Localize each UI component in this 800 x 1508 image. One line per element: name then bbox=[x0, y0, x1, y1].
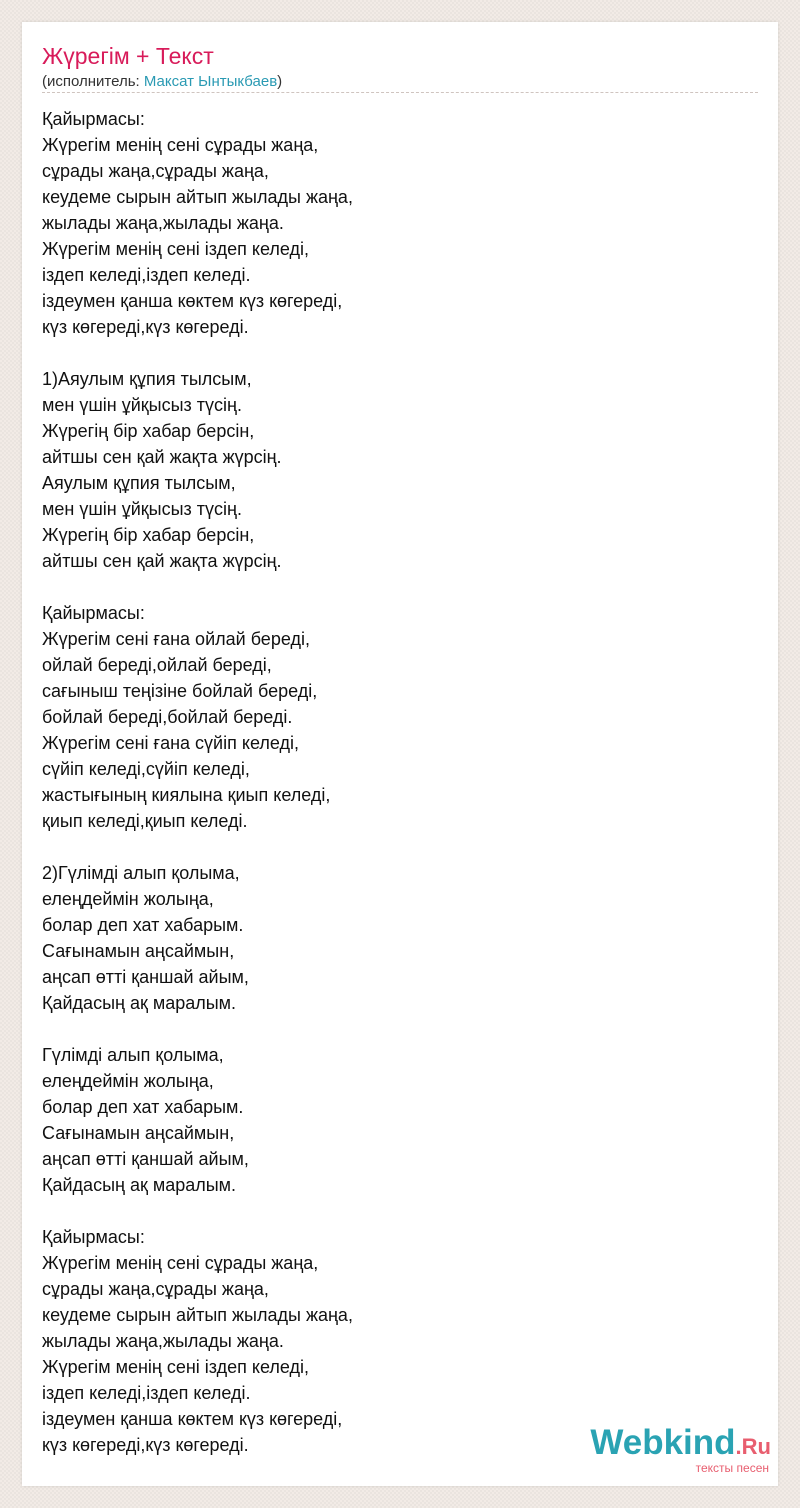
lyric-line: Сағынамын аңсаймын, bbox=[42, 941, 235, 961]
lyric-line: айтшы сен қай жақта жүрсің. bbox=[42, 551, 282, 571]
lyric-line: Жүрегім менің сені сұрады жаңа, bbox=[42, 135, 319, 155]
lyric-line: аңсап өтті қаншай айым, bbox=[42, 1149, 249, 1169]
lyric-line: жастығының киялына қиып келеді, bbox=[42, 785, 331, 805]
lyric-line: жылады жаңа,жылады жаңа. bbox=[42, 213, 284, 233]
stanza-break bbox=[42, 340, 742, 366]
lyric-line: Жүрегім сені ғана ойлай береді, bbox=[42, 629, 310, 649]
stanza-break bbox=[42, 574, 742, 600]
lyric-line: 1)Аяулым құпия тылсым, bbox=[42, 369, 252, 389]
lyric-line: Қайырмасы: bbox=[42, 603, 145, 623]
lyric-line: ойлай береді,ойлай береді, bbox=[42, 655, 272, 675]
lyrics-text bbox=[42, 106, 742, 1458]
lyric-line: кеудеме сырын айтып жылады жаңа, bbox=[42, 1305, 353, 1325]
lyric-line: айтшы сен қай жақта жүрсің. bbox=[42, 447, 282, 467]
lyric-line: Қайдасың ақ маралым. bbox=[42, 993, 237, 1013]
artist-line bbox=[42, 72, 282, 92]
lyric-line: болар деп хат хабарым. bbox=[42, 915, 244, 935]
lyric-line: Қайырмасы: bbox=[42, 109, 145, 129]
lyric-line: іздеумен қанша көктем күз көгереді, bbox=[42, 1409, 343, 1429]
lyric-line: сағыныш теңізіне бойлай береді, bbox=[42, 681, 318, 701]
lyric-line: іздеп келеді,іздеп келеді. bbox=[42, 265, 251, 285]
lyric-line: сұрады жаңа,сұрады жаңа, bbox=[42, 1279, 269, 1299]
stanza-break bbox=[42, 834, 742, 860]
lyric-line: Жүрегім сені ғана сүйіп келеді, bbox=[42, 733, 299, 753]
lyric-line: сұрады жаңа,сұрады жаңа, bbox=[42, 161, 269, 181]
lyric-line: Жүрегім менің сені іздеп келеді, bbox=[42, 1357, 310, 1377]
lyric-line: Аяулым құпия тылсым, bbox=[42, 473, 236, 493]
title-divider bbox=[42, 92, 758, 93]
song-title: Жүрегім + Текст bbox=[42, 43, 214, 69]
artist-suffix: ) bbox=[277, 73, 283, 90]
lyric-line: күз көгереді,күз көгереді. bbox=[42, 317, 249, 337]
logo-name: Webkind bbox=[590, 1423, 736, 1462]
stanza-break bbox=[42, 1016, 742, 1042]
lyric-line: Жүрегім менің сені іздеп келеді, bbox=[42, 239, 310, 259]
artist-link[interactable]: Максат Ынтыкбаев bbox=[143, 73, 278, 90]
lyric-line: күз көгереді,күз көгереді. bbox=[42, 1435, 249, 1455]
site-logo[interactable] bbox=[571, 1423, 771, 1483]
lyric-line: Жүрегің бір хабар берсін, bbox=[42, 525, 255, 545]
lyric-line: Сағынамын аңсаймын, bbox=[42, 1123, 235, 1143]
lyric-line: Қайдасың ақ маралым. bbox=[42, 1175, 237, 1195]
lyric-line: іздеп келеді,іздеп келеді. bbox=[42, 1383, 251, 1403]
lyrics-card bbox=[22, 22, 778, 1486]
lyric-line: Жүрегім менің сені сұрады жаңа, bbox=[42, 1253, 319, 1273]
artist-prefix: (исполнитель: bbox=[42, 73, 144, 90]
lyric-line: Гүлімді алып қолыма, bbox=[42, 1045, 224, 1065]
lyric-line: бойлай береді,бойлай береді. bbox=[42, 707, 293, 727]
lyric-line: мен үшін ұйқысыз түсің. bbox=[42, 499, 242, 519]
lyric-line: болар деп хат хабарым. bbox=[42, 1097, 244, 1117]
lyric-line: аңсап өтті қаншай айым, bbox=[42, 967, 249, 987]
logo-tld: .Ru bbox=[735, 1434, 771, 1459]
lyric-line: елеңдеймін жолыңа, bbox=[42, 1071, 214, 1091]
lyric-line: 2)Гүлімді алып қолыма, bbox=[42, 863, 240, 883]
lyric-line: сүйіп келеді,сүйіп келеді, bbox=[42, 759, 250, 779]
lyric-line: мен үшін ұйқысыз түсің. bbox=[42, 395, 242, 415]
logo-tagline: тексты песен bbox=[695, 1461, 769, 1475]
lyric-line: қиып келеді,қиып келеді. bbox=[42, 811, 248, 831]
lyric-line: жылады жаңа,жылады жаңа. bbox=[42, 1331, 284, 1351]
lyric-line: кеудеме сырын айтып жылады жаңа, bbox=[42, 187, 353, 207]
lyric-line: іздеумен қанша көктем күз көгереді, bbox=[42, 291, 343, 311]
lyric-line: Жүрегің бір хабар берсін, bbox=[42, 421, 255, 441]
stanza-break bbox=[42, 1198, 742, 1224]
lyric-line: Қайырмасы: bbox=[42, 1227, 145, 1247]
lyric-line: елеңдеймін жолыңа, bbox=[42, 889, 214, 909]
